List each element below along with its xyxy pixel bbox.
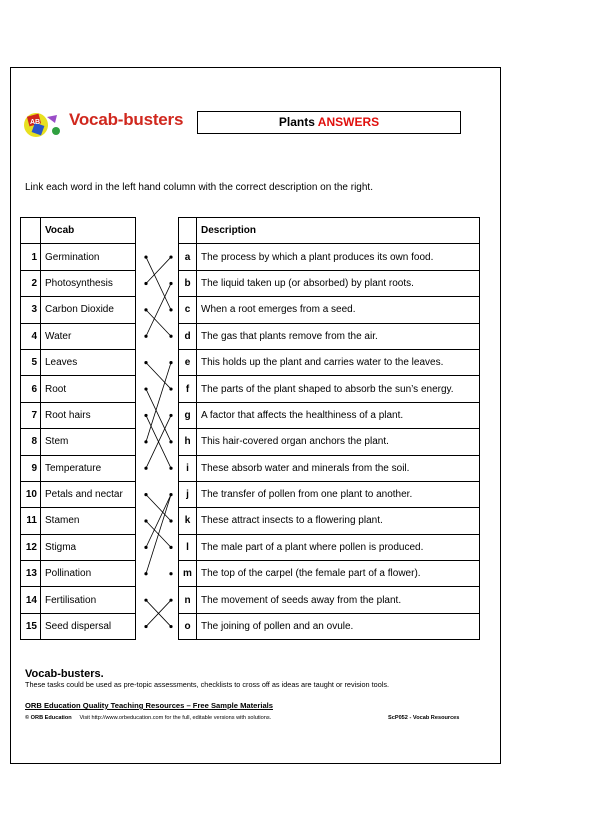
vocab-row	[21, 508, 136, 534]
vocab-number: 3	[21, 297, 41, 323]
vocab-word: Temperature	[41, 455, 136, 481]
vocab-row	[21, 534, 136, 560]
description-row	[179, 429, 480, 455]
vocab-row	[21, 376, 136, 402]
description-header-row	[179, 218, 480, 244]
description-row	[179, 508, 480, 534]
vocab-row	[21, 429, 136, 455]
svg-text:AB: AB	[30, 119, 41, 126]
vocab-row	[21, 455, 136, 481]
description-row	[179, 613, 480, 639]
description-text: The gas that plants remove from the air.	[197, 323, 480, 349]
orb-heading: ORB Education Quality Teaching Resources – Free Sample Materials	[25, 701, 273, 710]
description-letter-header	[179, 218, 197, 244]
vocab-word: Seed dispersal	[41, 613, 136, 639]
logo-text: Vocab-busters	[69, 110, 184, 129]
description-row	[179, 297, 480, 323]
description-row	[179, 587, 480, 613]
title-main: Plants	[278, 115, 315, 129]
description-text: The top of the carpel (the female part of a flower).	[197, 561, 480, 587]
vocab-number: 4	[21, 323, 41, 349]
vocab-number: 14	[21, 587, 41, 613]
description-row	[179, 481, 480, 507]
description-letter: d	[179, 323, 197, 349]
vocab-word: Fertilisation	[41, 587, 136, 613]
vocab-row	[21, 402, 136, 428]
description-letter: h	[179, 429, 197, 455]
description-text: The male part of a plant where pollen is produced.	[197, 534, 480, 560]
description-row	[179, 534, 480, 560]
vocab-number: 9	[21, 455, 41, 481]
vocab-header: Vocab	[41, 218, 136, 244]
vocab-number: 2	[21, 270, 41, 296]
vocab-word: Leaves	[41, 349, 136, 375]
description-letter: f	[179, 376, 197, 402]
vocab-word: Photosynthesis	[41, 270, 136, 296]
vocab-header-row	[21, 218, 136, 244]
vocab-word: Root hairs	[41, 402, 136, 428]
description-letter: c	[179, 297, 197, 323]
description-row	[179, 402, 480, 428]
description-row	[179, 244, 480, 270]
vocab-word: Pollination	[41, 561, 136, 587]
description-text: The parts of the plant shaped to absorb the sun’s energy.	[197, 376, 480, 402]
copyright-line	[25, 715, 271, 721]
description-text: These absorb water and minerals from the soil.	[197, 455, 480, 481]
vocab-row	[21, 323, 136, 349]
vocab-number: 1	[21, 244, 41, 270]
description-row	[179, 455, 480, 481]
vocab-word: Water	[41, 323, 136, 349]
description-letter: j	[179, 481, 197, 507]
logo-icon	[24, 113, 60, 137]
description-letter: l	[179, 534, 197, 560]
description-header: Description	[197, 218, 480, 244]
vocab-number: 7	[21, 402, 41, 428]
vocab-number: 6	[21, 376, 41, 402]
description-letter: m	[179, 561, 197, 587]
vocab-row	[21, 613, 136, 639]
description-letter: o	[179, 613, 197, 639]
visit-link[interactable]: Visit http://www.orbeducation.com for the full, editable versions with solutions.	[79, 715, 272, 721]
vocab-word: Stem	[41, 429, 136, 455]
footer-heading: Vocab-busters.	[25, 668, 104, 680]
vocab-word: Root	[41, 376, 136, 402]
vocab-number: 5	[21, 349, 41, 375]
description-letter: a	[179, 244, 197, 270]
vocab-row	[21, 481, 136, 507]
description-text: A factor that affects the healthiness of a plant.	[197, 402, 480, 428]
vocab-table	[20, 217, 136, 640]
description-row	[179, 323, 480, 349]
description-letter: g	[179, 402, 197, 428]
vocab-number: 11	[21, 508, 41, 534]
description-table	[178, 217, 480, 640]
description-text: The process by which a plant produces its own food.	[197, 244, 480, 270]
description-text: The transfer of pollen from one plant to another.	[197, 481, 480, 507]
resource-ref: ScP052 - Vocab Resources	[388, 715, 460, 721]
vocab-row	[21, 587, 136, 613]
copyright: © ORB Education	[25, 715, 72, 721]
vocab-number: 12	[21, 534, 41, 560]
description-row	[179, 349, 480, 375]
page-title	[197, 111, 461, 134]
vocab-row	[21, 349, 136, 375]
vocab-number: 13	[21, 561, 41, 587]
description-text: The movement of seeds away from the plant.	[197, 587, 480, 613]
description-letter: i	[179, 455, 197, 481]
description-row	[179, 270, 480, 296]
vocab-word: Germination	[41, 244, 136, 270]
description-text: The liquid taken up (or absorbed) by plant roots.	[197, 270, 480, 296]
title-highlight: ANSWERS	[317, 115, 380, 129]
description-letter: e	[179, 349, 197, 375]
vocab-row	[21, 561, 136, 587]
description-letter: n	[179, 587, 197, 613]
description-text: The joining of pollen and an ovule.	[197, 613, 480, 639]
description-text: These attract insects to a flowering plant.	[197, 508, 480, 534]
description-row	[179, 561, 480, 587]
vocab-word: Stamen	[41, 508, 136, 534]
description-row	[179, 376, 480, 402]
instructions: Link each word in the left hand column with the correct description on the right.	[25, 182, 373, 193]
vocab-num-header	[21, 218, 41, 244]
description-text: This holds up the plant and carries water to the leaves.	[197, 349, 480, 375]
vocab-word: Petals and nectar	[41, 481, 136, 507]
vocab-word: Carbon Dioxide	[41, 297, 136, 323]
description-text: When a root emerges from a seed.	[197, 297, 480, 323]
vocab-row	[21, 244, 136, 270]
footer-text: These tasks could be used as pre-topic assessments, checklists to cross off as ideas are taught or revision tools.	[25, 680, 390, 689]
vocab-word: Stigma	[41, 534, 136, 560]
description-text: This hair-covered organ anchors the plant.	[197, 429, 480, 455]
description-letter: k	[179, 508, 197, 534]
vocab-number: 8	[21, 429, 41, 455]
vocab-number: 15	[21, 613, 41, 639]
vocab-number: 10	[21, 481, 41, 507]
vocab-row	[21, 297, 136, 323]
description-letter: b	[179, 270, 197, 296]
vocab-row	[21, 270, 136, 296]
